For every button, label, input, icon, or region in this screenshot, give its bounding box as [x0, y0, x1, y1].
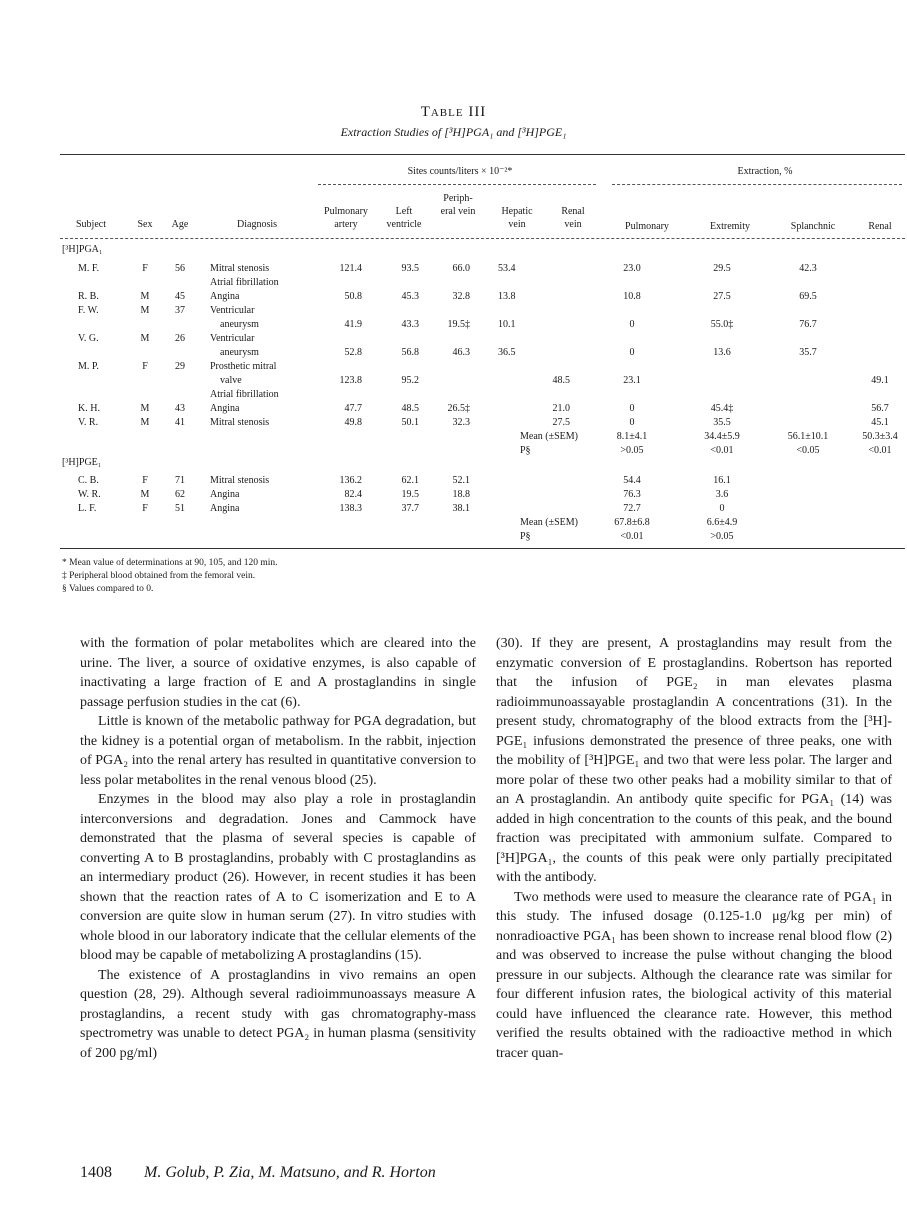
- col-ext-pulmonary: Pulmonary: [625, 221, 669, 232]
- table-cell-rv: 48.5: [552, 375, 570, 386]
- table-cell-pv: 46.3: [452, 347, 470, 358]
- paragraph: Two methods were used to measure the clearance rate of PGA₁ in this study. The infused dosage (0.125-1.0 μg/kg per min) of nonradioactive PGA₁ has been shown to increase renal blood flow (2) and was observed to increase the pulse without changing the blood pressure in our subjects. Although the clearance rate was similar for four different infusion rates, the biological activity of this material could have influenced the clearance rate. However, this method verified the results obtained with the radioactive method in which tracer quan-: [496, 889, 892, 1061]
- col-ext-renal: Renal: [868, 221, 892, 232]
- table-cell-ep: 0: [629, 403, 635, 414]
- table-cell-age: 51: [175, 503, 185, 514]
- table-cell-summary-label: P§: [520, 445, 531, 456]
- table-cell-diagnosis: Ventricular: [210, 305, 255, 316]
- table-cell-lv: 37.7: [401, 503, 419, 514]
- table-bottom-rule: [60, 548, 905, 549]
- table-cell-lv: 19.5: [401, 489, 419, 500]
- table-cell-er: 50.3±3.4: [862, 431, 898, 442]
- table-cell-ee: <0.01: [710, 445, 734, 456]
- table-cell-lv: 95.2: [401, 375, 419, 386]
- table-cell-subject: L. F.: [78, 503, 97, 514]
- table-cell-summary-label: P§: [520, 531, 531, 542]
- footnote-2: ‡ Peripheral blood obtained from the femoral vein.: [62, 571, 256, 581]
- table-cell-hv: 13.8: [498, 291, 516, 302]
- table-cell-er: 49.1: [871, 375, 889, 386]
- table-cell-diagnosis: Angina: [210, 489, 240, 500]
- table-cell-pa: 52.8: [344, 347, 362, 358]
- table-cell-diagnosis: Mitral stenosis: [210, 263, 270, 274]
- table-cell-es: 56.1±10.1: [787, 431, 829, 442]
- table-cell-diagnosis: Angina: [210, 403, 240, 414]
- table-cell-pv: 32.8: [452, 291, 470, 302]
- table-cell-age: 37: [175, 305, 185, 316]
- table-cell-ep: 0: [629, 347, 635, 358]
- table-cell-subject: F. W.: [78, 305, 99, 316]
- table-cell-diagnosis: Atrial fibrillation: [210, 389, 279, 400]
- table-cell-ee: >0.05: [710, 531, 734, 542]
- col-hepatic-vein: Hepatic vein: [501, 206, 533, 230]
- table-cell-rv: 21.0: [552, 403, 570, 414]
- table-cell-ep: 23.1: [623, 375, 641, 386]
- table-cell-ee: 35.5: [713, 417, 731, 428]
- table-cell-hv: 36.5: [498, 347, 516, 358]
- table-cell-ep: 0: [629, 417, 635, 428]
- table-cell-sex: M: [140, 417, 150, 428]
- table-cell-diagnosis: Prosthetic mitral: [210, 361, 277, 372]
- table-cell-ee: 13.6: [713, 347, 731, 358]
- table-cell-ep: 76.3: [623, 489, 641, 500]
- table-top-rule: [60, 154, 905, 155]
- table-cell-sex: M: [140, 333, 150, 344]
- table-cell-ep: 72.7: [623, 503, 641, 514]
- col-left-ventricle: Left ventricle: [386, 206, 422, 230]
- table-cell-sex: M: [140, 489, 150, 500]
- table-cell-ee: 55.0‡: [710, 319, 734, 330]
- table-cell-subject: V. G.: [78, 333, 99, 344]
- table-cell-lv: 50.1: [401, 417, 419, 428]
- table-cell-pv: 52.1: [452, 475, 470, 486]
- header-rule: [60, 238, 905, 239]
- table-cell-pv: 32.3: [452, 417, 470, 428]
- table-cell-ep: 23.0: [623, 263, 641, 274]
- paragraph: Little is known of the metabolic pathway for PGA degradation, but the kidney is a potential organ of metabolism. In the rabbit, injection of PGA₂ into the renal artery has resulted in quantitative conversion to less polar metabolites in the renal venous blood (25).: [80, 714, 476, 788]
- span-header-sites: Sites counts/liters × 10⁻²*: [407, 166, 513, 177]
- table-cell-pv: 18.8: [452, 489, 470, 500]
- table-cell-es: 42.3: [799, 263, 817, 274]
- col-age: Age: [171, 219, 189, 230]
- table-cell-lv: 62.1: [401, 475, 419, 486]
- paragraph: The existence of A prostaglandins in vivo remains an open question (28, 29). Although several radioimmunoassays measure A prostaglandins, a recent study with gas chromatography-mass spectrometry was unable to detect PGA₂ in human plasma (sensitivity of 200 pg/ml): [80, 967, 476, 1061]
- left-column: [80, 634, 476, 1063]
- span-rule-extraction: [612, 184, 902, 185]
- table-cell-age: 41: [175, 417, 185, 428]
- table-cell-subject: V. R.: [78, 417, 99, 428]
- table-cell-diagnosis: Angina: [210, 503, 240, 514]
- table-cell-sex: F: [142, 361, 148, 372]
- table-cell-sex: F: [142, 475, 148, 486]
- table-cell-ee: 6.6±4.9: [706, 517, 738, 528]
- table-cell-age: 26: [175, 333, 185, 344]
- col-peripheral-vein: Periph-eral vein: [440, 193, 476, 217]
- table-cell-pa: 121.4: [339, 263, 362, 274]
- table-cell-age: 43: [175, 403, 185, 414]
- table-cell-es: 76.7: [799, 319, 817, 330]
- table-cell-er: 45.1: [871, 417, 889, 428]
- table-cell-er: <0.01: [868, 445, 892, 456]
- table-cell-ee: 3.6: [715, 489, 729, 500]
- table-cell-sex: F: [142, 503, 148, 514]
- table-cell-hv: 53.4: [498, 263, 516, 274]
- table-cell-pv: 66.0: [452, 263, 470, 274]
- table-subtitle: Extraction Studies of [³H]PGA₁ and [³H]PGE₁: [340, 125, 567, 139]
- paragraph: with the formation of polar metabolites which are cleared into the urine. The liver, a source of oxidative enzymes, is also capable of inactivating a large fraction of E and A prostaglandins in single passage perfusion studies in the cat (6).: [80, 636, 476, 710]
- col-subject: Subject: [76, 219, 106, 230]
- table-cell-er: 56.7: [871, 403, 889, 414]
- table-cell-subject: M. P.: [78, 361, 99, 372]
- table-cell-pa: 47.7: [344, 403, 362, 414]
- table-cell-lv: 56.8: [401, 347, 419, 358]
- page-footer: [80, 1164, 436, 1182]
- table-cell-sex: M: [140, 403, 150, 414]
- table-cell-age: 45: [175, 291, 185, 302]
- table-cell-diagnosis: Ventricular: [210, 333, 255, 344]
- table-cell-ep: 8.1±4.1: [616, 431, 648, 442]
- table-cell-es: 69.5: [799, 291, 817, 302]
- paragraph: Enzymes in the blood may also play a role in prostaglandin interconversions and degradation. Jones and Cammock have demonstrated that the plasma of several species is capable of converting A to B prostaglandins, probably with C prostaglandins as an intermediary product (26). However, in recent studies it has been shown that the reaction rates of A to C isomerization and E to A conversion are quite slow in human serum (27). In vitro studies with whole blood in our laboratory indicate that the cellular elements of the blood may be capable of metabolizing A prostaglandins (15).: [80, 792, 476, 963]
- table-cell-subject: M. F.: [78, 263, 100, 274]
- table-cell-sex: F: [142, 263, 148, 274]
- table-cell-diagnosis: aneurysm: [220, 319, 259, 330]
- table-cell-summary-label: Mean (±SEM): [520, 517, 578, 528]
- span-header-extraction: Extraction, %: [737, 166, 793, 177]
- table-cell-ep: 10.8: [623, 291, 641, 302]
- table-cell-diagnosis: Mitral stenosis: [210, 417, 270, 428]
- group-label-pga: [³H]PGA₁: [62, 244, 103, 255]
- table-cell-pv: 38.1: [452, 503, 470, 514]
- table-cell-pa: 82.4: [344, 489, 362, 500]
- right-column: [496, 634, 892, 1063]
- table-cell-diagnosis: valve: [220, 375, 242, 386]
- table-cell-ep: 54.4: [623, 475, 641, 486]
- table-cell-age: 71: [175, 475, 185, 486]
- table-cell-ee: 29.5: [713, 263, 731, 274]
- author-line: M. Golub, P. Zia, M. Matsuno, and R. Horton: [144, 1164, 436, 1181]
- footnote-3: § Values compared to 0.: [62, 584, 154, 594]
- table-cell-lv: 93.5: [401, 263, 419, 274]
- table-cell-es: <0.05: [796, 445, 820, 456]
- table-cell-summary-label: Mean (±SEM): [520, 431, 578, 442]
- table-cell-ep: <0.01: [620, 531, 644, 542]
- table-cell-subject: K. H.: [78, 403, 100, 414]
- table-cell-pa: 123.8: [339, 375, 362, 386]
- table-cell-ep: >0.05: [620, 445, 644, 456]
- col-sex: Sex: [137, 219, 153, 230]
- table-cell-pa: 41.9: [344, 319, 362, 330]
- group-label-pge: [³H]PGE₁: [62, 457, 102, 468]
- table-cell-subject: C. B.: [78, 475, 99, 486]
- table-cell-pa: 136.2: [339, 475, 362, 486]
- table-cell-age: 56: [175, 263, 185, 274]
- table-cell-ee: 16.1: [713, 475, 731, 486]
- table-cell-rv: 27.5: [552, 417, 570, 428]
- table-cell-subject: W. R.: [78, 489, 101, 500]
- table-cell-ep: 0: [629, 319, 635, 330]
- table-cell-pa: 50.8: [344, 291, 362, 302]
- table-cell-hv: 10.1: [498, 319, 516, 330]
- col-diagnosis: Diagnosis: [237, 219, 277, 230]
- table-cell-lv: 48.5: [401, 403, 419, 414]
- table-cell-ee: 34.4±5.9: [704, 431, 740, 442]
- paragraph: (30). If they are present, A prostaglandins may result from the enzymatic conversion of E prostaglandins. Robertson has reported that the infusion of PGE₂ in man elevates plasma radioimmunoassayable prostaglandin A concentrations (31). In the present study, chromatography of the blood extracts from the [³H]-PGE₁ infusions demonstrated the presence of three peaks, one with the mobility of [³H]PGE₁ and two that were less polar. The larger and more polar of these two other peaks had a mobility similar to that of an A prostaglandin. An antibody quite specific for PGA₁ (14) was added in high concentration to the counts of this peak, and the bound fraction was precipitated with ammonium sulfate. Compared to [³H]PGA₁, the counts of this peak were only partially precipitated with the antibody.: [496, 636, 892, 885]
- table-cell-sex: M: [140, 305, 150, 316]
- table-cell-subject: R. B.: [78, 291, 99, 302]
- table-cell-pa: 138.3: [339, 503, 362, 514]
- table-cell-diagnosis: Atrial fibrillation: [210, 277, 279, 288]
- table-cell-age: 62: [175, 489, 185, 500]
- table-cell-lv: 45.3: [401, 291, 419, 302]
- table-cell-ee: 45.4‡: [710, 403, 734, 414]
- col-ext-splanchnic: Splanchnic: [790, 221, 836, 232]
- span-rule-sites: [318, 184, 596, 185]
- table-cell-es: 35.7: [799, 347, 817, 358]
- table-cell-pa: 49.8: [344, 417, 362, 428]
- table-cell-sex: M: [140, 291, 150, 302]
- table-cell-ep: 67.8±6.8: [614, 517, 650, 528]
- table-cell-age: 29: [175, 361, 185, 372]
- col-pulmonary-artery: Pulmonary artery: [324, 206, 368, 230]
- table-cell-diagnosis: Mitral stenosis: [210, 475, 270, 486]
- table-title: Table III: [420, 104, 487, 120]
- table-cell-pv: 26.5‡: [447, 403, 470, 414]
- col-renal-vein: Renal vein: [561, 206, 585, 230]
- footnote-1: * Mean value of determinations at 90, 105, and 120 min.: [62, 558, 278, 568]
- page-number: 1408: [80, 1164, 112, 1181]
- table-cell-ee: 0: [719, 503, 725, 514]
- table-cell-diagnosis: aneurysm: [220, 347, 259, 358]
- table-cell-diagnosis: Angina: [210, 291, 240, 302]
- table-cell-pv: 19.5‡: [447, 319, 470, 330]
- table-cell-lv: 43.3: [401, 319, 419, 330]
- col-ext-extremity: Extremity: [710, 221, 750, 232]
- table-cell-ee: 27.5: [713, 291, 731, 302]
